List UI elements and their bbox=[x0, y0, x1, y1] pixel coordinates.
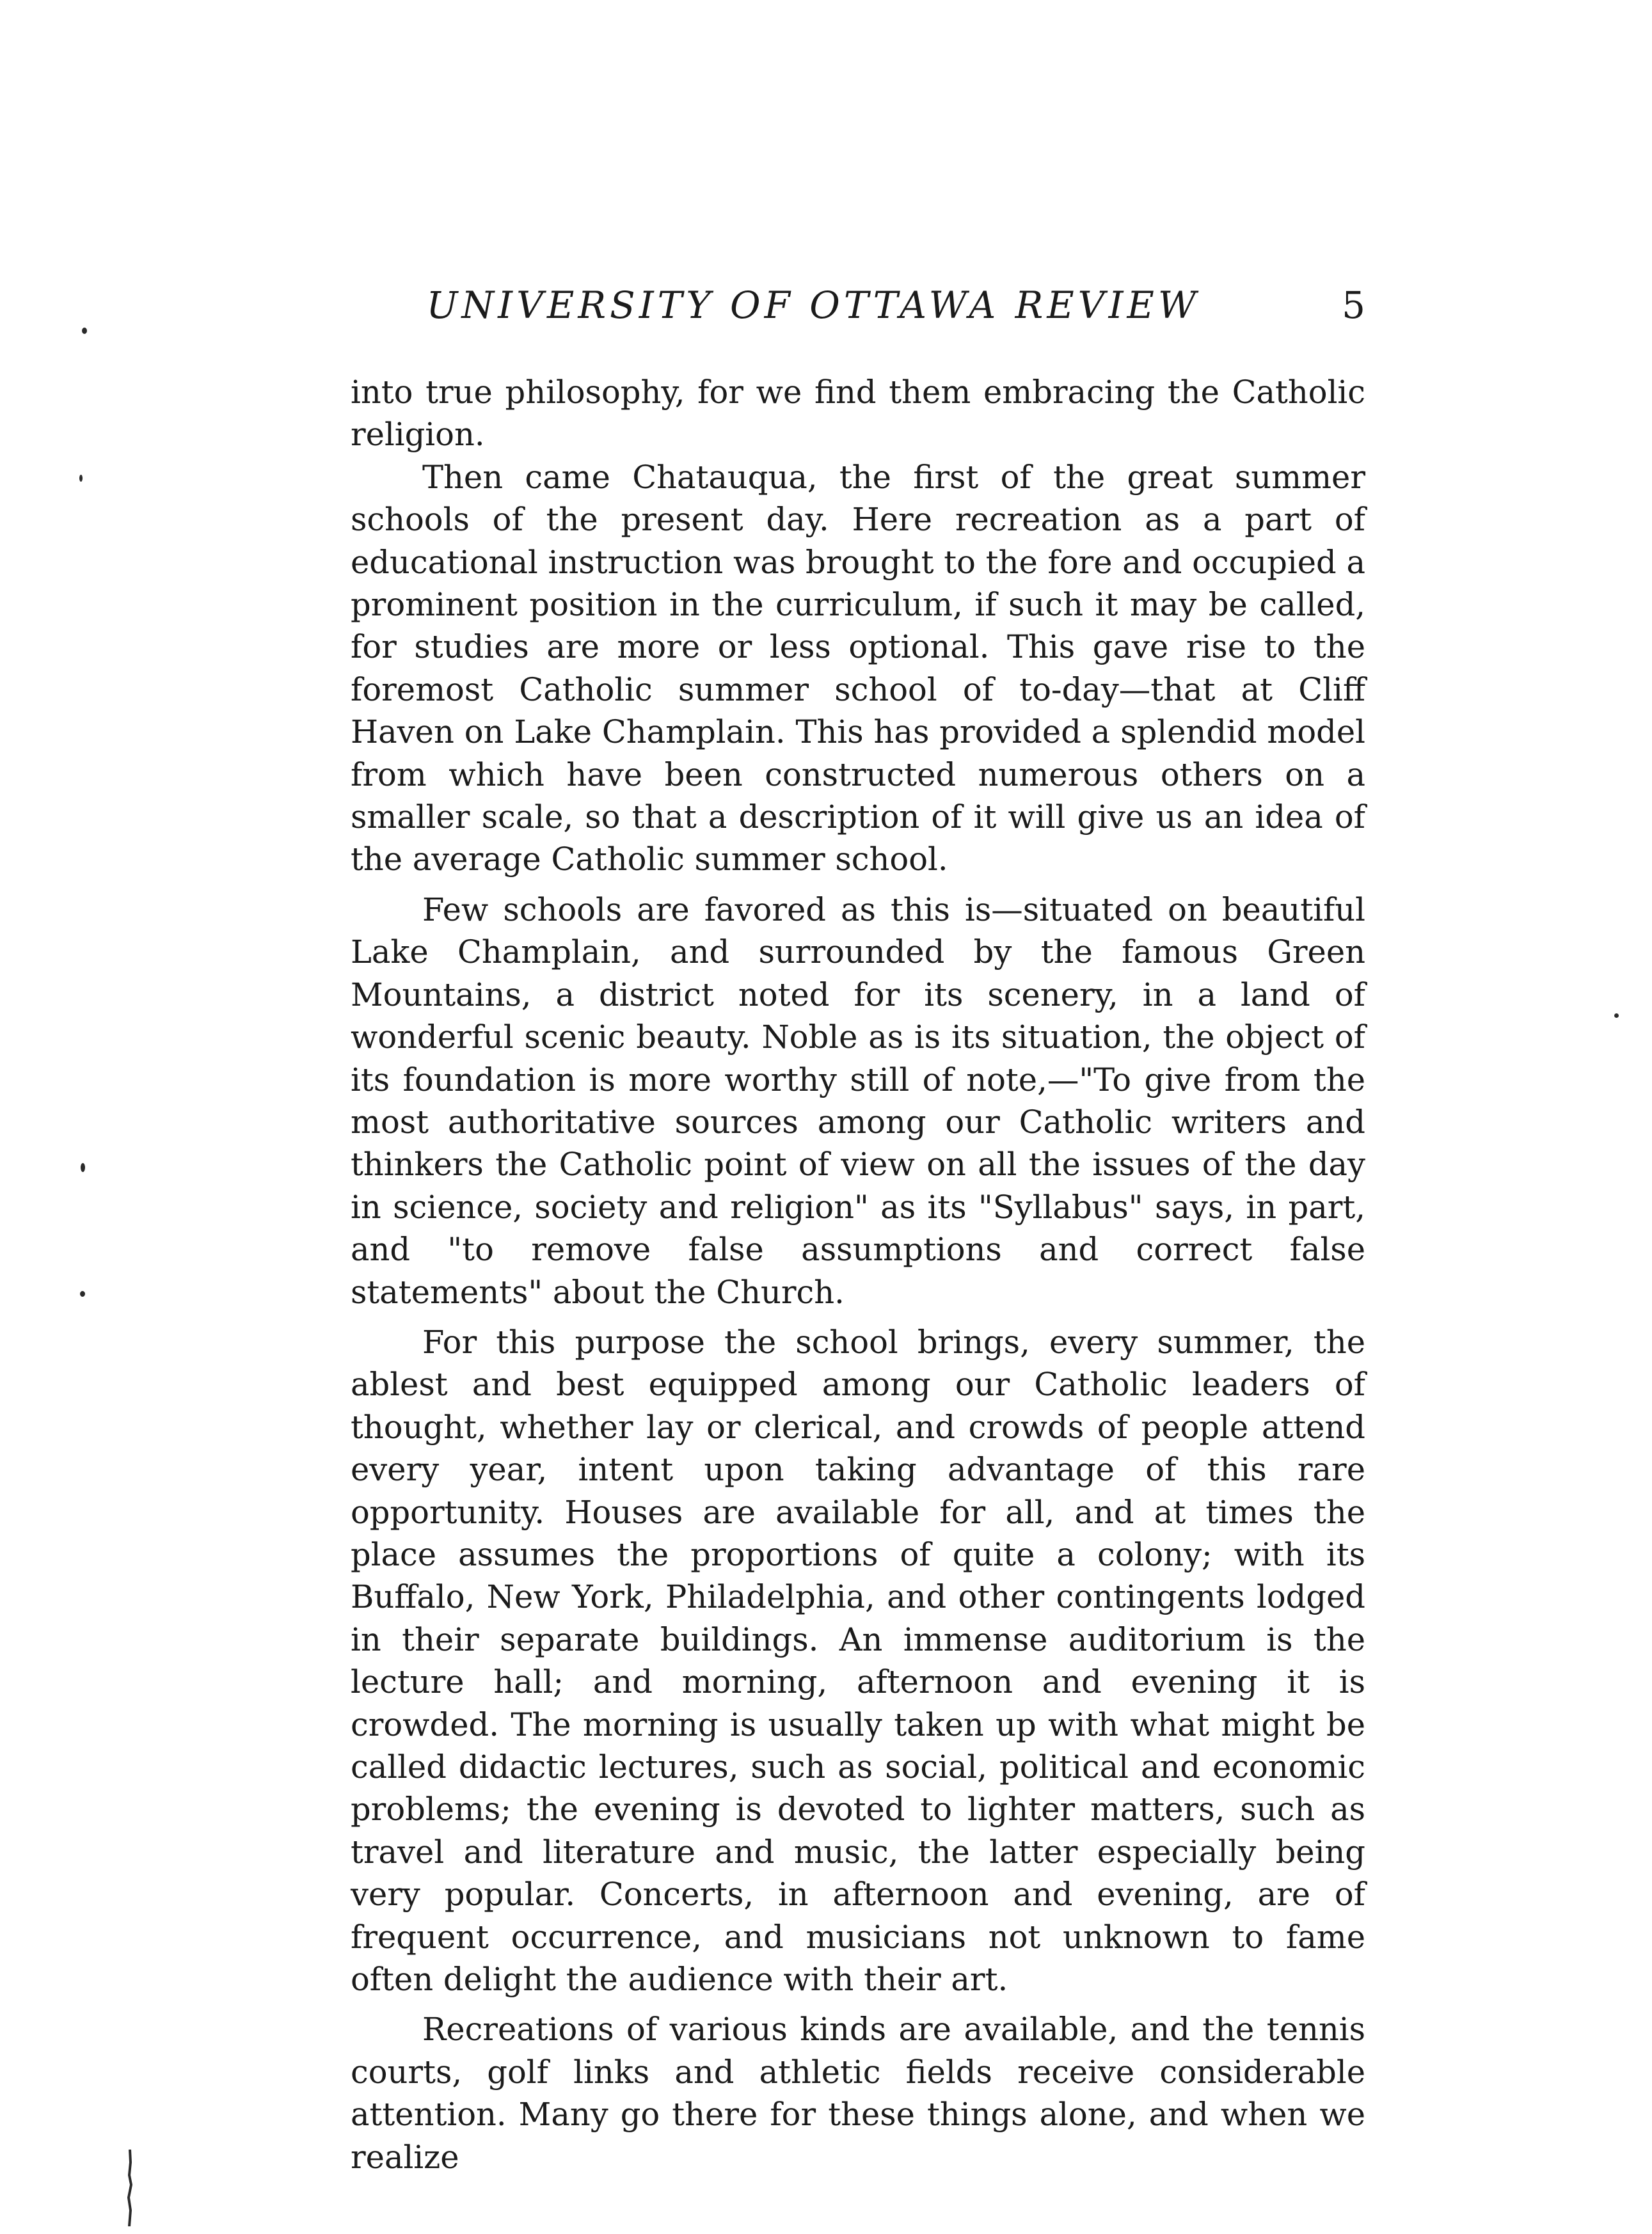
article-body bbox=[351, 371, 1365, 2178]
page-number: 5 bbox=[1342, 283, 1365, 327]
scan-speck bbox=[1614, 1013, 1619, 1018]
paragraph-recreations: Recreations of various kinds are available, and the tennis courts, golf links and athletic fields receive considerable attention. Many go there for these things alone, and when we realize bbox=[351, 2011, 1365, 2176]
paragraph-continuation: into true philosophy, for we find them embracing the Catholic religion. bbox=[351, 374, 1365, 454]
scan-speck bbox=[79, 475, 83, 482]
running-head bbox=[351, 276, 1365, 334]
paragraph-school-purpose: For this purpose the school brings, every summer, the ablest and best equipped among our Catholic leaders of thought, whether lay or clerical, and crowds of people attend every year, intent upon taking advantage of this rare opportunity. Houses are available for all, and at times the place assumes the proportions of quite a colony; with its Buffalo, New York, Philadelphia, and other contingents lodged in their separate buildings. An immense auditorium is the lecture hall; and morning, afternoon and evening it is crowded. The morning is usually taken up with what might be called didactic lectures, such as social, political and economic problems; the evening is devoted to lighter matters, such as travel and literature and music, the latter especially being very popular. Concerts, in afternoon and evening, are of frequent occurrence, and musicians not unknown to fame often delight the audience with their art. bbox=[351, 1323, 1365, 1999]
journal-title: UNIVERSITY OF OTTAWA REVIEW bbox=[426, 283, 1200, 327]
scan-speck bbox=[82, 328, 87, 334]
paragraph-chatauqua: Then came Chatauqua, the first of the great summer schools of the present day. Here recreation as a part of educational instruction was brought to the fore and occupied a prominent position in the curriculum, if such it may be called, for studies are more or less optional. This gave rise to the foremost Catholic summer school of to-day—that at Cliff Haven on Lake Champlain. This has provided a splendid model from which have been constructed numerous others on a smaller scale, so that a description of it will give us an idea of the average Catholic summer school. bbox=[351, 458, 1365, 878]
scan-edge-mark bbox=[125, 2150, 134, 2226]
paragraph-lake-champlain: Few schools are favored as this is—situated on beautiful Lake Champlain, and surrounded by the famous Green Mountains, a district noted for its scenery, in a land of wonderful scenic beauty. Noble as is its situation, the object of its foundation is more worthy still of note,—"To give from the most authoritative sources among our Catholic writers and thinkers the Catholic point of view on all the issues of the day in science, society and religion" as its "Syllabus" says, in part, and "to remove false assumptions and correct false statements" about the Church. bbox=[351, 891, 1365, 1311]
scan-speck bbox=[81, 1163, 85, 1172]
scan-speck bbox=[80, 1291, 85, 1297]
